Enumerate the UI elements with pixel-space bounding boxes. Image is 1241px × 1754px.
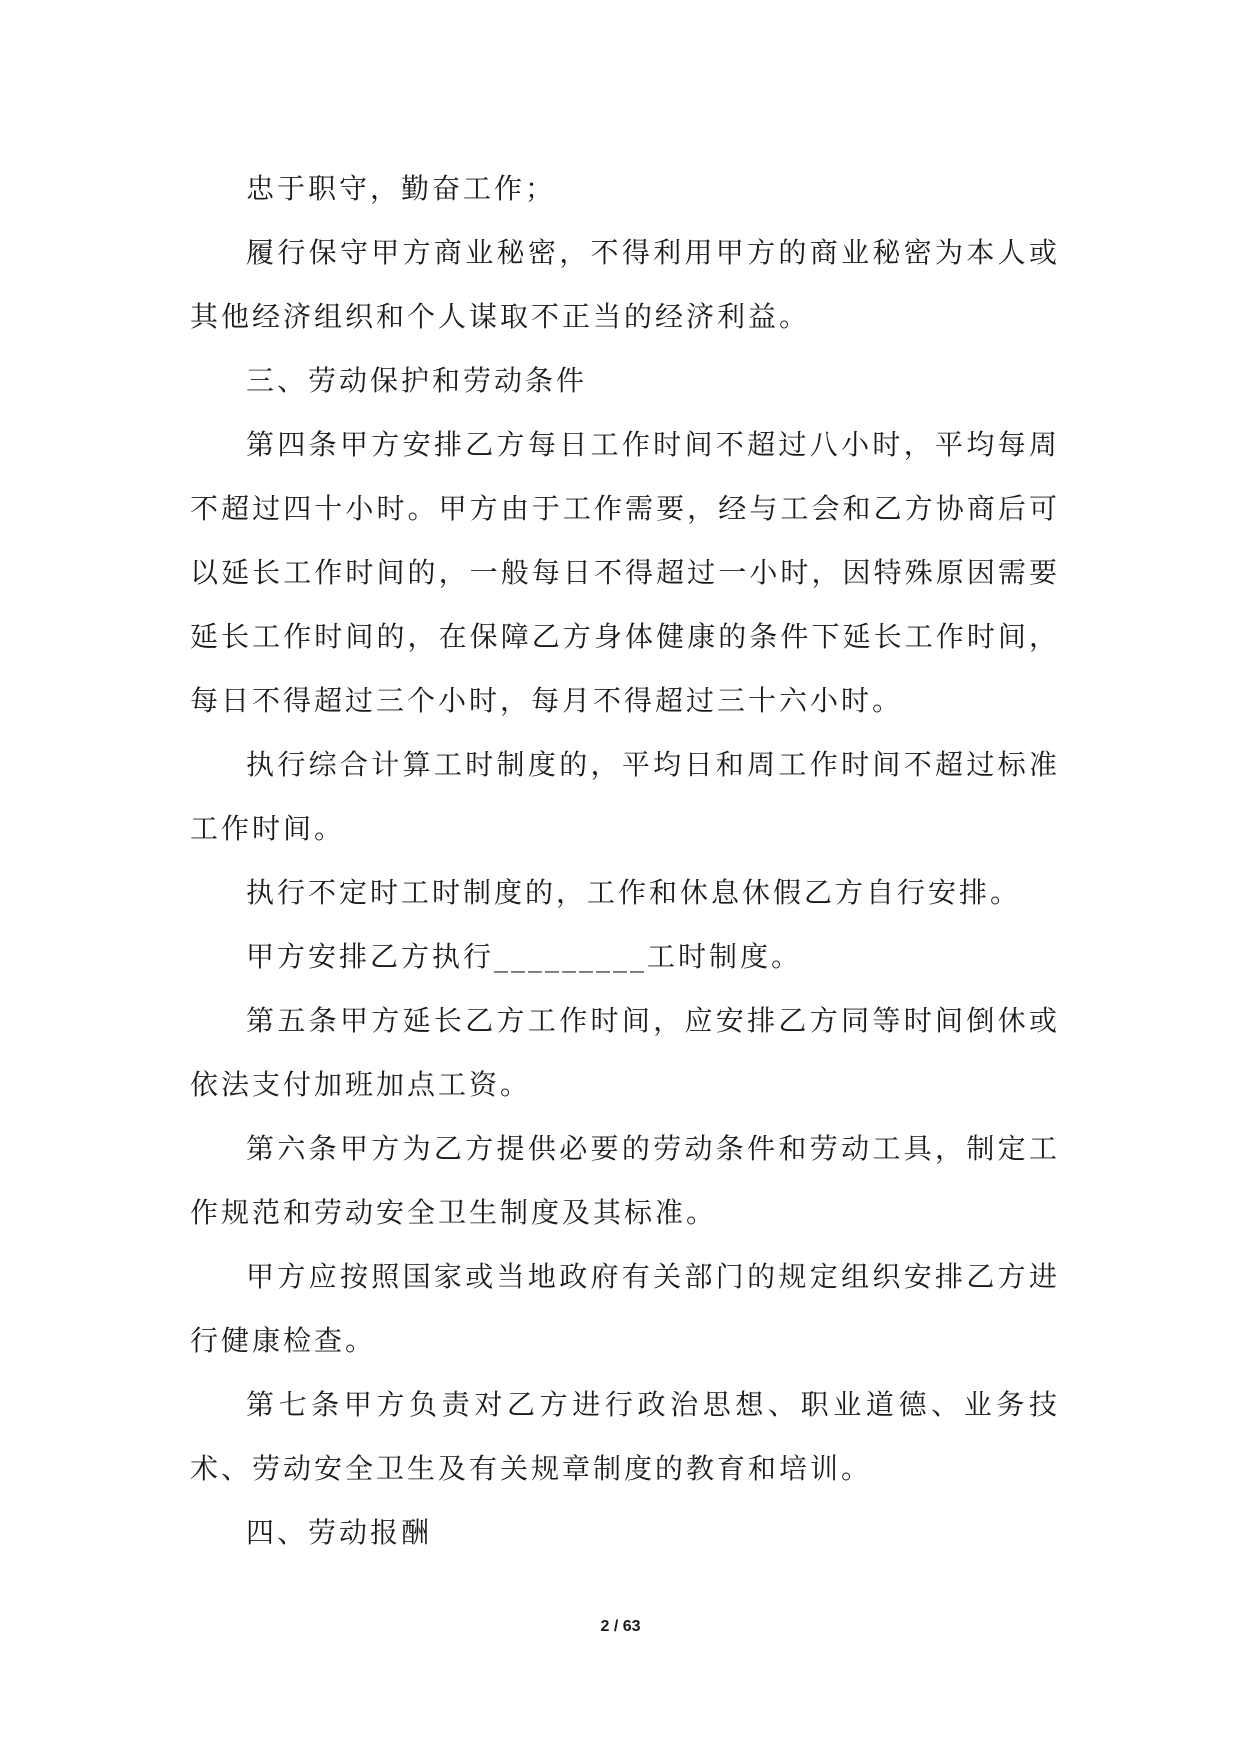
paragraph: 第五条甲方延长乙方工作时间，应安排乙方同等时间倒休或依法支付加班加点工资。 [190, 1004, 1060, 1101]
paragraph: 忠于职守，勤奋工作； [246, 172, 557, 205]
section-heading: 三、劳动保护和劳动条件 [246, 364, 588, 397]
paragraph: 执行不定时工时制度的，工作和休息休假乙方自行安排。 [246, 876, 1022, 909]
section-heading: 四、劳动报酬 [246, 1516, 433, 1549]
paragraph: 第六条甲方为乙方提供必要的劳动条件和劳动工具，制定工作规范和劳动安全卫生制度及其标准。 [190, 1132, 1060, 1229]
page-number: 2 / 63 [600, 1618, 641, 1635]
paragraph: 甲方安排乙方执行_________工时制度。 [246, 940, 803, 973]
paragraph: 履行保守甲方商业秘密，不得利用甲方的商业秘密为本人或其他经济组织和个人谋取不正当的经济利益。 [190, 236, 1060, 333]
paragraph: 执行综合计算工时制度的，平均日和周工作时间不超过标准工作时间。 [190, 748, 1060, 845]
paragraph: 第四条甲方安排乙方每日工作时间不超过八小时，平均每周不超过四十小时。甲方由于工作需要，经与工会和乙方协商后可以延长工作时间的，一般每日不得超过一小时，因特殊原因需要延长工作时间的，在保障乙方身体健康的条件下延长工作时间，每日不得超过三个小时，每月不得超过三十六小时。 [190, 428, 1060, 717]
paragraph: 甲方应按照国家或当地政府有关部门的规定组织安排乙方进行健康检查。 [190, 1260, 1060, 1357]
document-body [190, 157, 1060, 1565]
paragraph: 第七条甲方负责对乙方进行政治思想、职业道德、业务技术、劳动安全卫生及有关规章制度的教育和培训。 [190, 1388, 1060, 1485]
